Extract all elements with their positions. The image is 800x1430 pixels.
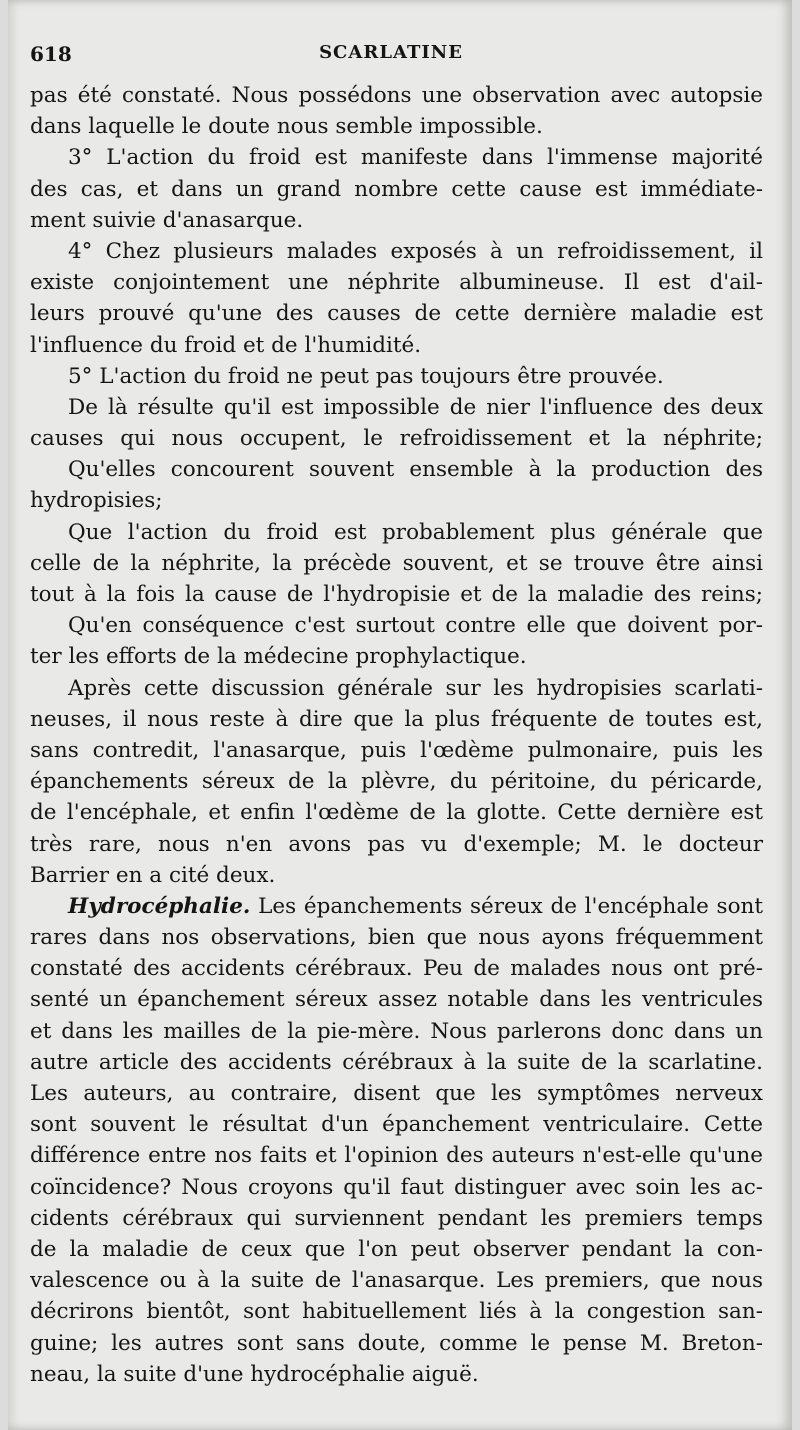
text-line: senté un épanchement séreux assez notable dans les ventricules <box>30 987 763 1013</box>
text-line: neuses, il nous reste à dire que la plus fréquente de toutes est, <box>30 706 763 732</box>
text-line: celle de la néphrite, la précède souvent, et se trouve être ainsi <box>30 550 763 576</box>
text-line: l'influence du froid et de l'humidité. <box>30 332 422 358</box>
text-line: différence entre nos faits et l'opinion des auteurs n'est-elle qu'une <box>30 1143 763 1169</box>
text-line: décrirons bientôt, sont habituellement liés à la congestion san- <box>30 1299 763 1325</box>
page-header <box>30 42 752 72</box>
text-line: 4° Chez plusieurs malades exposés à un refroidissement, il <box>68 238 763 264</box>
text-line: guine; les autres sont sans doute, comme le pense M. Breton- <box>30 1330 763 1356</box>
text-line: Que l'action du froid est probablement plus générale que <box>68 519 763 545</box>
text-line: Après cette discussion générale sur les hydropisies scarlati- <box>68 675 763 701</box>
text-line: De là résulte qu'il est impossible de nier l'influence des deux <box>68 394 763 420</box>
text-line <box>30 891 763 922</box>
text-line: et dans les mailles de la pie-mère. Nous parlerons donc dans un <box>30 1018 763 1044</box>
text-line: leurs prouvé qu'une des causes de cette dernière maladie est <box>30 301 763 327</box>
text-line: Qu'elles concourent souvent ensemble à la production des <box>68 457 763 483</box>
text-line: Barrier en a cité deux. <box>30 862 276 888</box>
text-line: Les auteurs, au contraire, disent que les symptômes nerveux <box>30 1081 763 1106</box>
page-number: 618 <box>30 42 72 66</box>
text-line: 5° L'action du froid ne peut pas toujours être prouvée. <box>68 363 664 389</box>
text-line: autre article des accidents cérébraux à la suite de la scarlatine. <box>30 1049 763 1075</box>
text-line: constaté des accidents cérébraux. Peu de malades nous ont pré- <box>30 956 763 982</box>
text-line: Qu'en conséquence c'est surtout contre elle que doivent por- <box>68 613 763 639</box>
text-line: coïncidence? Nous croyons qu'il faut distinguer avec soin les ac- <box>30 1174 763 1200</box>
text-line: causes qui nous occupent, le refroidissement et la néphrite; <box>30 426 763 452</box>
text-line: sans contredit, l'anasarque, puis l'œdème pulmonaire, puis les <box>30 737 763 763</box>
text-line: de l'encéphale, et enfin l'œdème de la glotte. Cette dernière est <box>30 800 763 826</box>
text-line: ter les efforts de la médecine prophylactique. <box>30 644 527 670</box>
text-line: existe conjointement une néphrite albumineuse. Il est d'ail- <box>30 270 763 296</box>
text-line: de la maladie de ceux que l'on peut observer pendant la con- <box>30 1236 763 1262</box>
running-title: SCARLATINE <box>319 42 463 63</box>
text-line: rares dans nos observations, bien que nous ayons fréquemment <box>30 925 763 951</box>
text-line: épanchements séreux de la plèvre, du péritoine, du péricarde, <box>30 769 763 795</box>
text-line: hydropisies; <box>30 488 163 514</box>
section-heading: Hydrocéphalie. <box>68 893 251 919</box>
text-line: neau, la suite d'une hydrocéphalie aiguë. <box>30 1361 479 1387</box>
text-line: dans laquelle le doute nous semble impossible. <box>30 114 543 140</box>
text-line: cidents cérébraux qui surviennent pendant les premiers temps <box>30 1205 763 1231</box>
text-line: sont souvent le résultat d'un épanchement ventriculaire. Cette <box>30 1112 763 1138</box>
text-line: 3° L'action du froid est manifeste dans l'immense majorité <box>68 145 763 171</box>
text-line: tout à la fois la cause de l'hydropisie et de la maladie des reins; <box>30 582 763 607</box>
text-line: pas été constaté. Nous possédons une observation avec autopsie <box>30 83 763 108</box>
book-page <box>8 0 792 1430</box>
text-line: des cas, et dans un grand nombre cette cause est immédiate- <box>30 176 763 202</box>
text-line: ment suivie d'anasarque. <box>30 207 304 233</box>
text-line: très rare, nous n'en avons pas vu d'exemple; M. le docteur <box>30 831 763 857</box>
text-line: valescence ou à la suite de l'anasarque. Les premiers, que nous <box>30 1268 763 1294</box>
text-line-content: Les épanchements séreux de l'encéphale sont <box>258 893 763 919</box>
body-text <box>30 80 763 1390</box>
